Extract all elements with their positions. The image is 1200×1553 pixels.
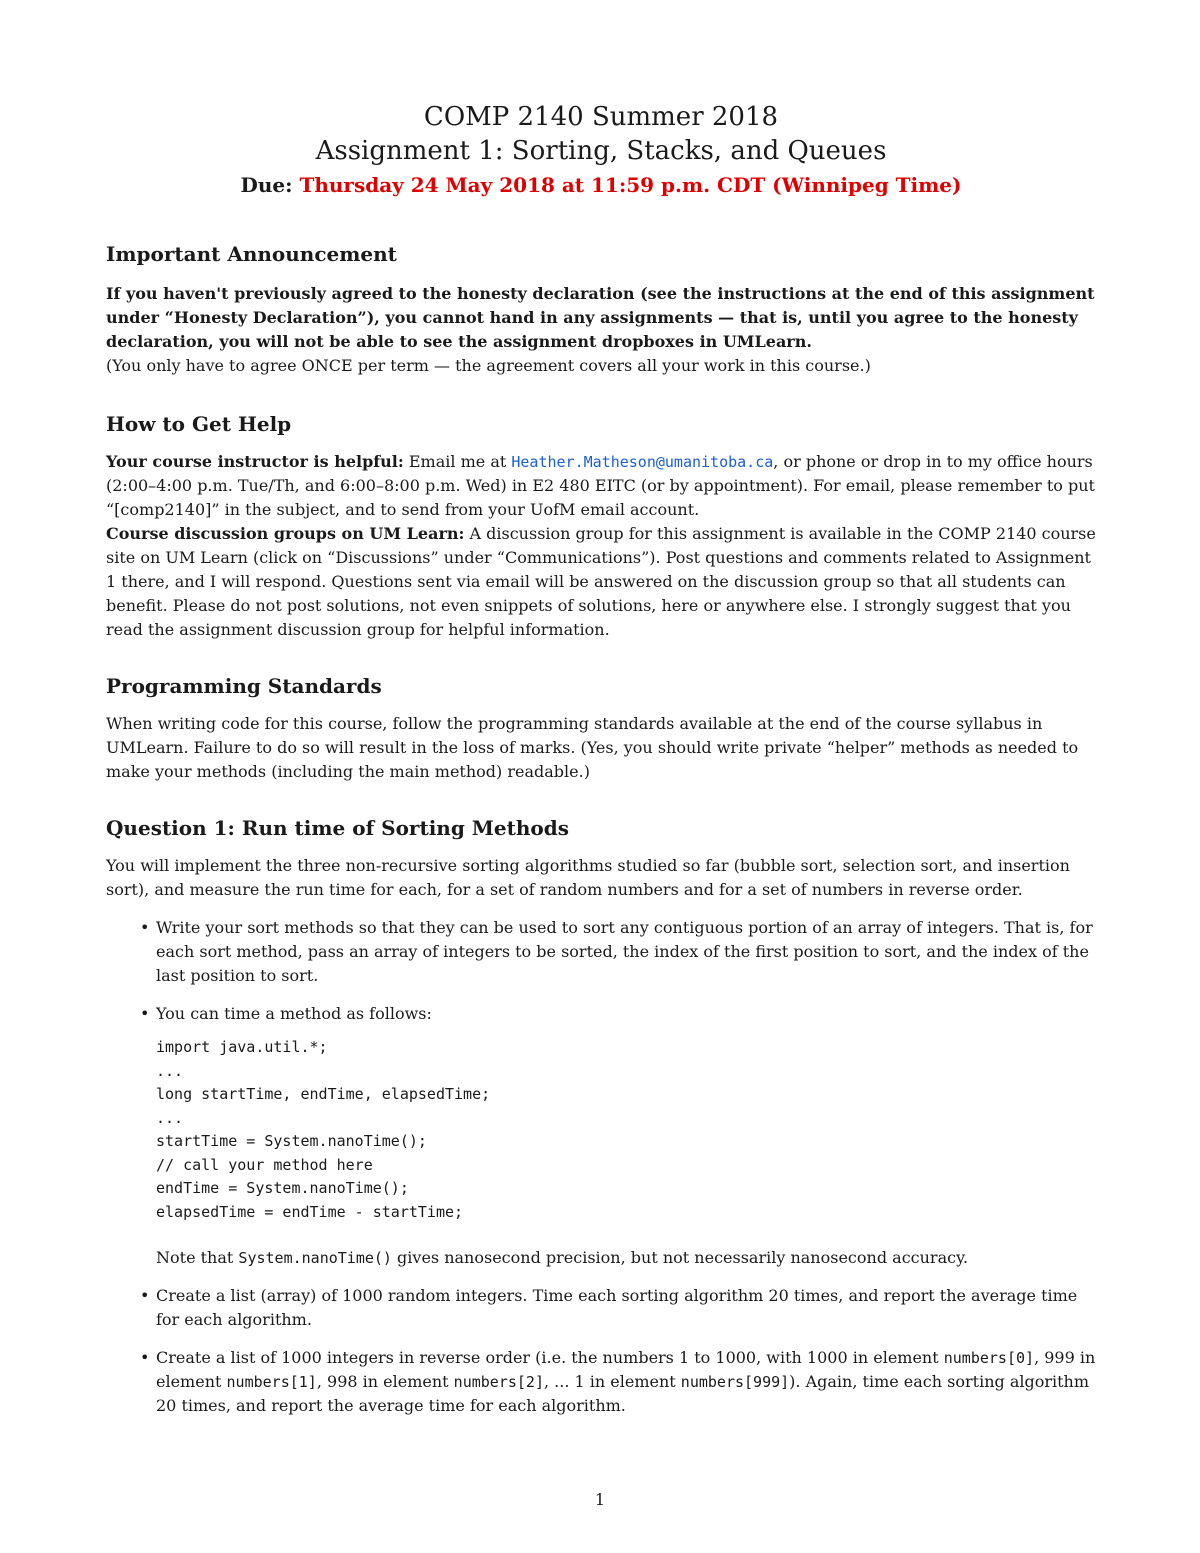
instructor-label: Your course instructor is helpful: bbox=[106, 452, 404, 471]
document-page bbox=[106, 100, 1096, 1418]
bullet1-text: • Write your sort methods so that they can be used to sort any contiguous portion of an array of integers. That is, for each sort method, pass an array of integers to be sorted, the index of the first position to sort, and the index of the last position to sort. bbox=[156, 918, 1093, 985]
announcement-heading: Important Announcement bbox=[106, 242, 397, 266]
announcement-text: If you haven't previously agreed to the honesty declaration (see the instructions at the end of this assignment under “Honesty Declaration”), you cannot hand in any assignments — that is, until you agree to the honesty declaration, you will not be able to see the assignment dropboxes in UMLearn. bbox=[106, 284, 1095, 351]
due-date: Thursday 24 May 2018 at 11:59 p.m. CDT (Winnipeg Time) bbox=[299, 173, 962, 197]
instructor-post: , or phone or drop in to my office hours (2:00–4:00 p.m. Tue/Th, and 6:00–8:00 p.m. Wed) in E2 480 EITC (or by appointment). For email, please remember to put “[comp2140]” in the subject, and to send from your UofM email account. bbox=[106, 452, 1095, 519]
instructor-pre: Email me at bbox=[408, 452, 507, 471]
email-link[interactable]: Heather.Matheson@umanitoba.ca bbox=[511, 453, 774, 471]
due-label: Due: bbox=[240, 173, 293, 197]
assignment-title: Assignment 1: Sorting, Stacks, and Queues bbox=[315, 136, 887, 166]
bullet4-code4: numbers[999] bbox=[680, 1373, 790, 1391]
announcement-note: (You only have to agree ONCE per term — the agreement covers all your work in this course.) bbox=[106, 356, 871, 375]
bullet3-text: • Create a list (array) of 1000 random integers. Time each sorting algorithm 20 times, and report the average time for each algorithm. bbox=[156, 1286, 1078, 1329]
bullet2-text: • You can time a method as follows: bbox=[156, 1004, 432, 1023]
list-item bbox=[106, 1002, 1096, 1270]
list-item bbox=[106, 1284, 1096, 1332]
bullet4-b: , 999 in element bbox=[156, 1348, 1096, 1391]
question1-heading: Question 1: Run time of Sorting Methods bbox=[106, 816, 570, 840]
bullet4-d: , 998 in element bbox=[316, 1372, 449, 1391]
nanotime-note bbox=[156, 1246, 1096, 1270]
note-post: gives nanosecond precision, but not necessarily nanosecond accuracy. bbox=[397, 1248, 969, 1267]
question1-list bbox=[106, 916, 1096, 1418]
course-title: COMP 2140 Summer 2018 bbox=[423, 102, 779, 132]
bullet4-f: ). Again, time each sorting algorithm 20 times, and report the average time for each algorithm. bbox=[156, 1372, 1090, 1415]
bullet4-code1: numbers[0] bbox=[943, 1349, 1035, 1367]
code-block: import java.util.*; ... long startTime, endTime, elapsedTime; ... startTime = System.nanoTime(); // call your method here endTime = System.nanoTime(); elapsedTime = endTime - startTime; bbox=[156, 1038, 491, 1221]
help-heading: How to Get Help bbox=[106, 412, 292, 436]
discussion-label: Course discussion groups on UM Learn: bbox=[106, 524, 465, 543]
standards-text: When writing code for this course, follow the programming standards available at the end of the course syllabus in UMLearn. Failure to do so will result in the loss of marks. (Yes, you should write private “helper” methods as needed to make your methods (including the main method) readable.) bbox=[106, 714, 1079, 781]
note-pre: Note that bbox=[156, 1248, 234, 1267]
bullet4-e: , ... 1 in element bbox=[543, 1372, 676, 1391]
bullet4-text bbox=[156, 1346, 1096, 1418]
bullet4-code3: numbers[2] bbox=[453, 1373, 544, 1391]
discussion-paragraph bbox=[106, 522, 1096, 642]
due-line bbox=[106, 170, 1096, 200]
list-item bbox=[106, 916, 1096, 988]
page-number: 1 bbox=[594, 1490, 606, 1509]
title-block bbox=[106, 100, 1096, 200]
instructor-paragraph bbox=[106, 450, 1096, 522]
question1-intro: You will implement the three non-recursive sorting algorithms studied so far (bubble sort, selection sort, and insertion sort), and measure the run time for each, for a set of random numbers and for a set of numbers in reverse order. bbox=[106, 856, 1070, 899]
note-code: System.nanoTime() bbox=[238, 1249, 392, 1267]
standards-heading: Programming Standards bbox=[106, 674, 382, 698]
list-item bbox=[106, 1346, 1096, 1418]
discussion-text: A discussion group for this assignment is available in the COMP 2140 course site on UM Learn (click on “Discussions” under “Communications”). Post questions and comments related to Assignment 1 there, and I will respond. Questions sent via email will be answered on the discussion group so that all students can benefit. Please do not post solutions, not even snippets of solutions, here or anywhere else. I strongly suggest that you read the assignment discussion group for helpful information. bbox=[106, 524, 1096, 639]
bullet4-code2: numbers[1] bbox=[226, 1373, 317, 1391]
bullet4-a: Create a list of 1000 integers in reverse order (i.e. the numbers 1 to 1000, with 1000 in element bbox=[156, 1348, 939, 1367]
